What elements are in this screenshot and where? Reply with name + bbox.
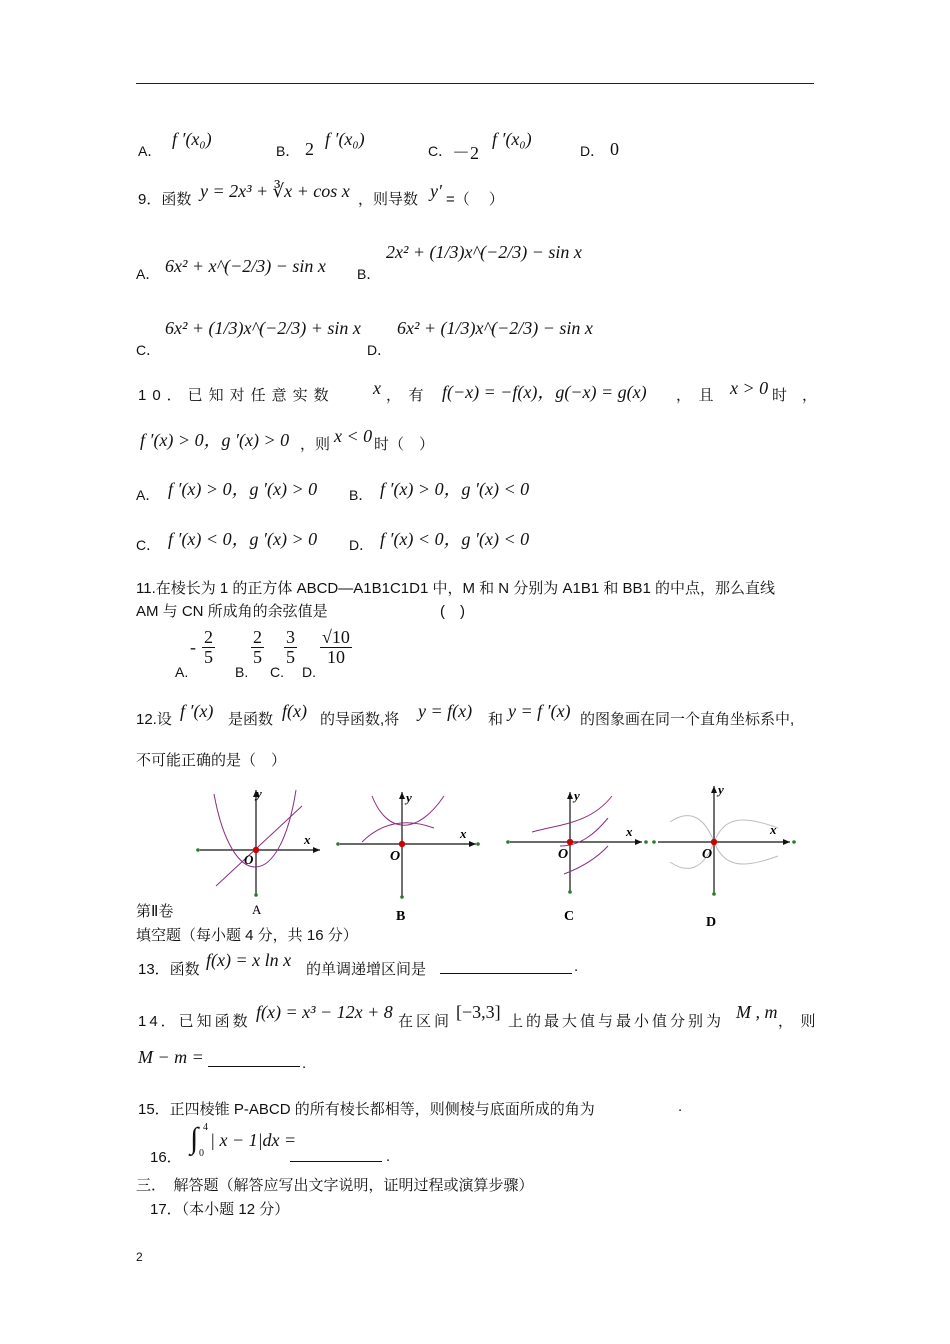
q10-you: ， 有 — [386, 387, 424, 404]
graph-b-curve — [362, 823, 434, 842]
graph-a-handle-bottom — [254, 893, 258, 897]
q10-and-when: ， 且 — [676, 387, 714, 404]
q14-t2: 上的最大值与最小值分别为 — [508, 1013, 725, 1030]
q9-prefix: 9．函数 — [138, 191, 192, 208]
q13-end: . — [574, 958, 579, 975]
q10-condition: f(−x) = −f(x)，g(−x) = g(x) — [442, 382, 647, 402]
q16-upper-limit: 4 — [203, 1122, 208, 1133]
q10-xlt0: x < 0 — [334, 426, 373, 446]
q12-prefix: 12.设 — [136, 711, 172, 728]
q11-opt-c-num: 3 — [286, 627, 295, 647]
q15-text: 15．正四棱锥 P-ABCD 的所有棱长都相等，则侧棱与底面所成的角为 — [138, 1101, 595, 1118]
q11-opt-d-den: 10 — [326, 646, 345, 667]
graph-b-x-arrow — [469, 841, 476, 847]
graph-a-x-label: x — [304, 832, 311, 847]
q8-opt-b: f ′(x₀) — [325, 129, 365, 149]
q13-suffix: 的单调递增区间是 — [306, 961, 427, 978]
q11-opt-a-frac — [202, 628, 215, 667]
graph-a-line — [216, 806, 302, 886]
q16-label: 16． — [150, 1149, 182, 1166]
q9-function: y = 2x³ + ∛x + cos x — [200, 181, 350, 201]
graph-d-y-label: y — [718, 782, 724, 797]
q8-opt-a-label: A． — [138, 143, 162, 159]
graph-c-y-arrow — [567, 792, 573, 799]
graph-b-y-label: y — [406, 790, 412, 805]
graph-d-origin-dot — [711, 839, 717, 845]
q10-opt-a: f ′(x) > 0，g ′(x) > 0 — [168, 479, 318, 499]
q9-suffix: =（ ） — [446, 191, 504, 208]
q12-fx: f(x) — [282, 701, 307, 721]
graph-a-handle-left — [196, 848, 200, 852]
graph-c-x-label: x — [626, 824, 633, 839]
q11-opt-a-label: A. — [175, 664, 189, 680]
q9-opt-c-label: C． — [136, 342, 161, 358]
q10-line2-suffix: 时（ ） — [374, 436, 435, 453]
q10-line2-condition: f ′(x) > 0，g ′(x) > 0 — [140, 430, 290, 450]
graph-c-origin-label: O — [558, 847, 569, 862]
graph-c-origin-dot — [567, 839, 573, 845]
q14-function: f(x) = x³ − 12x + 8 — [256, 1002, 393, 1022]
q12-t1: 是函数 — [228, 711, 274, 728]
header-rule — [136, 83, 814, 84]
q11-opt-d-num: √10 — [322, 627, 350, 647]
q10-shi: 时 ， — [772, 387, 818, 404]
q13-prefix: 13．函数 — [138, 961, 200, 978]
q10-opt-d: f ′(x) < 0，g ′(x) < 0 — [380, 529, 530, 549]
q8-opt-c: f ′(x₀) — [492, 129, 532, 149]
part2-title: 第Ⅱ卷 — [136, 903, 174, 920]
integral-sign-icon: ∫ — [190, 1122, 199, 1155]
graph-c-handle-left — [506, 840, 510, 844]
q11-opt-c-den: 5 — [286, 646, 295, 667]
q11-opt-a-num: 2 — [204, 627, 213, 647]
part2-section: 填空题（每小题 4 分，共 16 分） — [136, 927, 358, 944]
graph-c-handle-right — [644, 840, 648, 844]
q10-opt-a-label: A． — [136, 487, 160, 503]
q11-opt-b-den: 5 — [253, 646, 262, 667]
q11-opt-a-sign: - — [190, 637, 196, 657]
q11-line2: AM 与 CN 所成角的余弦值是 — [136, 603, 328, 620]
graph-c-label: C — [564, 909, 575, 924]
graph-d-origin-label: O — [702, 847, 713, 862]
q8-opt-c-label: C． — [428, 143, 453, 159]
q14-line2: M − m = — [138, 1047, 204, 1067]
graph-d-handle-right — [792, 840, 796, 844]
graph-a-parabola — [214, 790, 296, 867]
graph-b-origin-dot — [399, 841, 405, 847]
q11-opt-c-label: C. — [270, 664, 284, 680]
graph-c-y-label: y — [574, 788, 580, 803]
q12-eq2: y = f ′(x) — [508, 701, 571, 721]
q16-lower-limit: 0 — [199, 1148, 204, 1159]
q14-prefix: 14．已知函数 — [138, 1013, 251, 1030]
q11-opt-d-frac — [320, 628, 352, 667]
graph-b-handle-right — [476, 842, 480, 846]
q9-opt-a-label: A． — [136, 266, 160, 282]
graph-d-y-arrow — [711, 786, 717, 793]
q13-answer-blank[interactable] — [440, 958, 572, 974]
q10-opt-d-label: D． — [349, 537, 374, 553]
graph-b — [332, 784, 482, 926]
graph-b-label: B — [396, 909, 406, 924]
graph-d-handle-bottom — [712, 892, 716, 896]
q10-line2-mid: ，则 — [300, 436, 331, 453]
graph-a-y-label: y — [256, 786, 262, 801]
graph-c — [500, 784, 652, 926]
q17-heading: 17．（本小题 12 分） — [150, 1201, 290, 1218]
graph-d-x-arrow — [783, 839, 790, 845]
q14-mm: M , m — [736, 1002, 778, 1022]
graph-d-x-label: x — [770, 822, 777, 837]
q16-integrand: | x − 1|dx = — [210, 1130, 297, 1150]
q8-opt-d-label: D． — [580, 143, 605, 159]
q14-answer-blank[interactable] — [208, 1051, 300, 1067]
q10-prefix: 10．已知对任意实数 — [138, 387, 335, 404]
q8-opt-c-coef: －2 — [452, 143, 479, 163]
q10-opt-b: f ′(x) > 0，g ′(x) < 0 — [380, 479, 530, 499]
graph-d — [650, 778, 798, 928]
graph-a-origin-label: O — [244, 852, 254, 867]
q11-opt-b-frac — [251, 628, 264, 667]
graph-d-label: D — [706, 915, 717, 928]
q15-end: . — [678, 1098, 683, 1115]
q11-opt-b-num: 2 — [253, 627, 262, 647]
graph-b-x-label: x — [460, 826, 467, 841]
q9-opt-a: 6x² + x^(−2/3) − sin x — [165, 256, 326, 276]
part3-heading: 三． 解答题（解答应写出文字说明，证明过程或演算步骤） — [136, 1177, 534, 1194]
page-number: 2 — [136, 1250, 143, 1264]
graph-c-x-arrow — [635, 839, 642, 845]
q11-opt-c-frac — [284, 628, 297, 667]
q11-opt-d-label: D. — [302, 664, 316, 680]
q14-interval: [−3,3] — [456, 1002, 501, 1022]
graph-a-origin-dot — [253, 847, 259, 853]
q14-t3: ， 则 — [778, 1013, 816, 1030]
q9-yprime: y′ — [430, 181, 442, 201]
q12-line2: 不可能正确的是（ ） — [136, 752, 287, 769]
q8-opt-d: 0 — [610, 139, 619, 159]
q8-opt-a: f ′(x₀) — [172, 129, 212, 149]
q8-opt-b-label: B． — [276, 143, 300, 159]
q9-opt-b: 2x² + (1/3)x^(−2/3) − sin x — [386, 242, 582, 262]
q12-t3: 和 — [488, 711, 504, 728]
q13-function: f(x) = x ln x — [206, 950, 292, 970]
q14-t1: 在区间 — [398, 1013, 453, 1030]
q10-var-x: x — [373, 378, 381, 398]
q16-answer-blank[interactable] — [290, 1146, 382, 1162]
q9-opt-d-label: D． — [367, 342, 392, 358]
graph-d-handle-left — [652, 840, 656, 844]
q15-answer-blank[interactable] — [630, 1098, 674, 1113]
q9-opt-b-label: B． — [357, 266, 381, 282]
q9-opt-c: 6x² + (1/3)x^(−2/3) + sin x — [165, 318, 361, 338]
q11-paren: ( ) — [440, 603, 465, 620]
graph-b-handle-left — [336, 842, 340, 846]
q12-eq1: y = f(x) — [418, 701, 473, 721]
q9-opt-d: 6x² + (1/3)x^(−2/3) − sin x — [397, 318, 593, 338]
q9-mid: ，则导数 — [358, 191, 419, 208]
graph-a-label: A — [252, 902, 262, 917]
q12-t2: 的导函数,将 — [320, 711, 400, 728]
q10-xgt0: x > 0 — [730, 378, 769, 398]
q11-opt-a-den: 5 — [204, 646, 213, 667]
q10-opt-b-label: B． — [349, 487, 373, 503]
q12-fprime: f ′(x) — [180, 701, 214, 721]
graph-b-origin-label: O — [390, 849, 401, 864]
q16-end: . — [386, 1148, 391, 1165]
q10-opt-c-label: C． — [136, 537, 161, 553]
graph-b-handle-bottom — [400, 895, 404, 899]
q11-opt-b-label: B. — [235, 664, 249, 680]
graph-b-y-arrow — [399, 792, 405, 799]
graph-c-handle-bottom — [568, 890, 572, 894]
q8-opt-b-coef: 2 — [305, 139, 314, 159]
graph-a-x-arrow — [313, 847, 320, 853]
q10-opt-c: f ′(x) < 0，g ′(x) > 0 — [168, 529, 318, 549]
q11-line1: 11.在棱长为 1 的正方体 ABCD—A1B1C1D1 中，M 和 N 分别为 A1B1 和 BB1 的中点，那么直线 — [136, 580, 776, 597]
graph-a — [192, 782, 328, 918]
q12-t4: 的图象画在同一个直角坐标系中, — [580, 711, 795, 728]
q14-end: . — [302, 1055, 307, 1072]
